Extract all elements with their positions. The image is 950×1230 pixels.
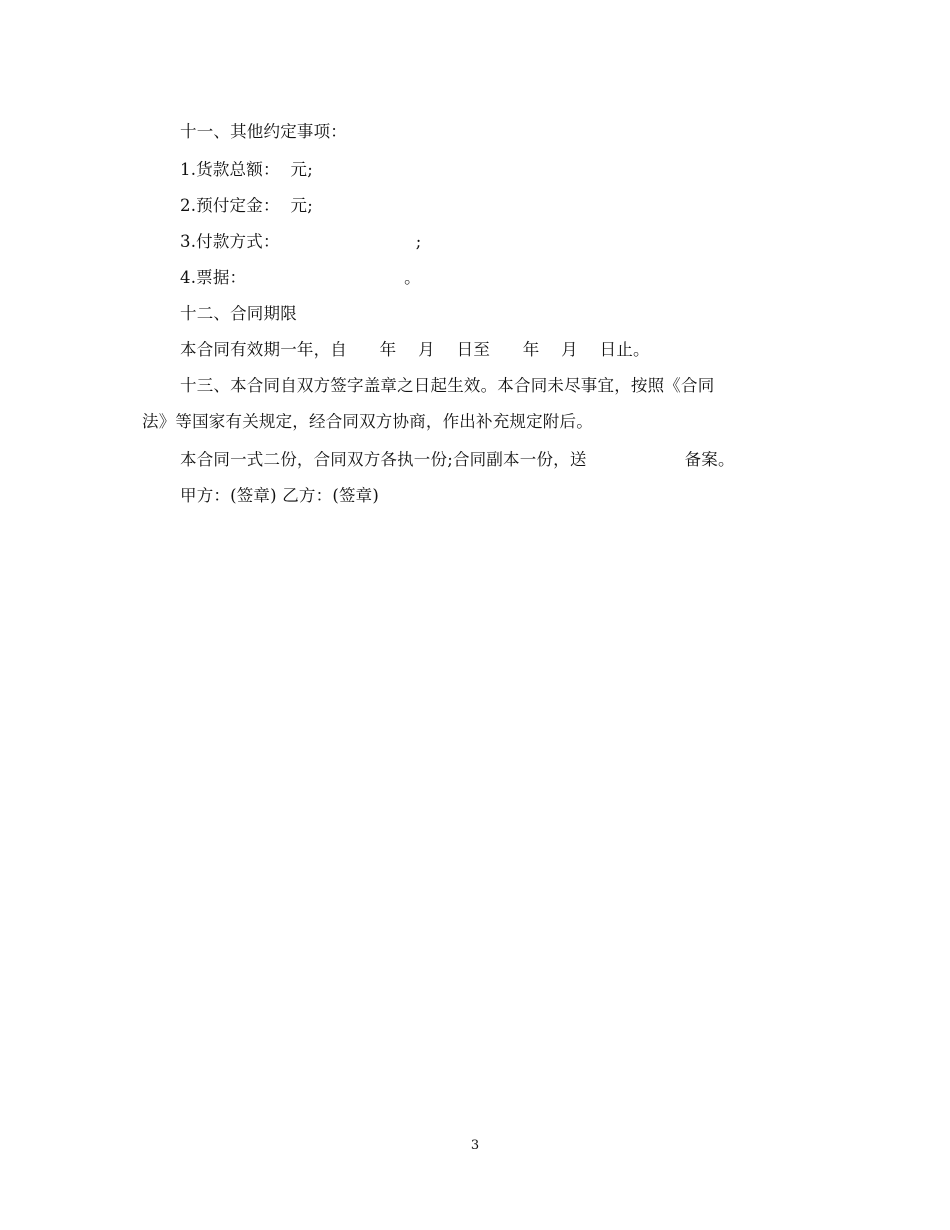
item-deposit: 2.预付定金： 元; — [180, 196, 313, 215]
item-total-amount: 1.货款总额： 元; — [180, 160, 313, 179]
item-payment-method: 3.付款方式： ; — [180, 232, 422, 251]
copies-clause: 本合同一式二份，合同双方各执一份;合同副本一份，送 备案。 — [180, 450, 735, 469]
page-number: 3 — [470, 1138, 480, 1153]
section-13-continuation: 法》等国家有关规定，经合同双方协商，作出补充规定附后。 — [142, 412, 593, 431]
signature-line: 甲方：(签章) 乙方：(签章) — [180, 486, 379, 505]
section-13-text: 十三、本合同自双方签字盖章之日起生效。本合同未尽事宜，按照《合同 — [180, 376, 715, 395]
section-12-heading: 十二、合同期限 — [180, 304, 297, 323]
contract-term-text: 本合同有效期一年，自 年 月 日至 年 月 日止。 — [180, 340, 650, 359]
section-11-heading: 十一、其他约定事项： — [180, 122, 347, 141]
item-invoice: 4.票据： 。 — [180, 268, 421, 287]
